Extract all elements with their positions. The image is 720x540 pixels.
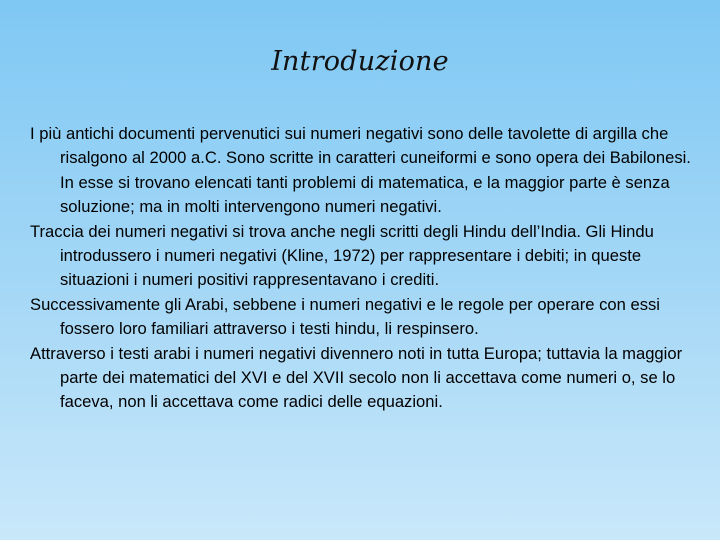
slide-title: Introduzione — [271, 46, 449, 77]
paragraph-europa: Attraverso i testi arabi i numeri negativi divennero noti in tutta Europa; tuttavia la maggior parte dei matematici del XVI e del XVII secolo non li accettava come numeri o, se lo faceva, non li accettava come radici delle equazioni. — [30, 343, 683, 412]
paragraph-babilonesi: I più antichi documenti pervenutici sui numeri negativi sono delle tavolette di argilla che risalgono al 2000 a.C. Sono scritte in caratteri cuneiformi e sono opera dei Babilonesi. In esse si trovano elencati tanti problemi di matematica, e la maggior parte è senza soluzione; ma in molti intervengono numeri negativi. — [30, 124, 691, 217]
slide-body — [30, 122, 702, 415]
paragraph-arabi: Successivamente gli Arabi, sebbene i numeri negativi e le regole per operare con essi fossero loro familiari attraverso i testi hindu, li respinsero. — [30, 294, 660, 339]
paragraph-hindu: Traccia dei numeri negativi si trova anche negli scritti degli Hindu dell’India. Gli Hindu introdussero i numeri negativi (Kline, 1972) per rappresentare i debiti; in queste situazioni i numeri positivi rappresentavano i crediti. — [30, 221, 654, 290]
